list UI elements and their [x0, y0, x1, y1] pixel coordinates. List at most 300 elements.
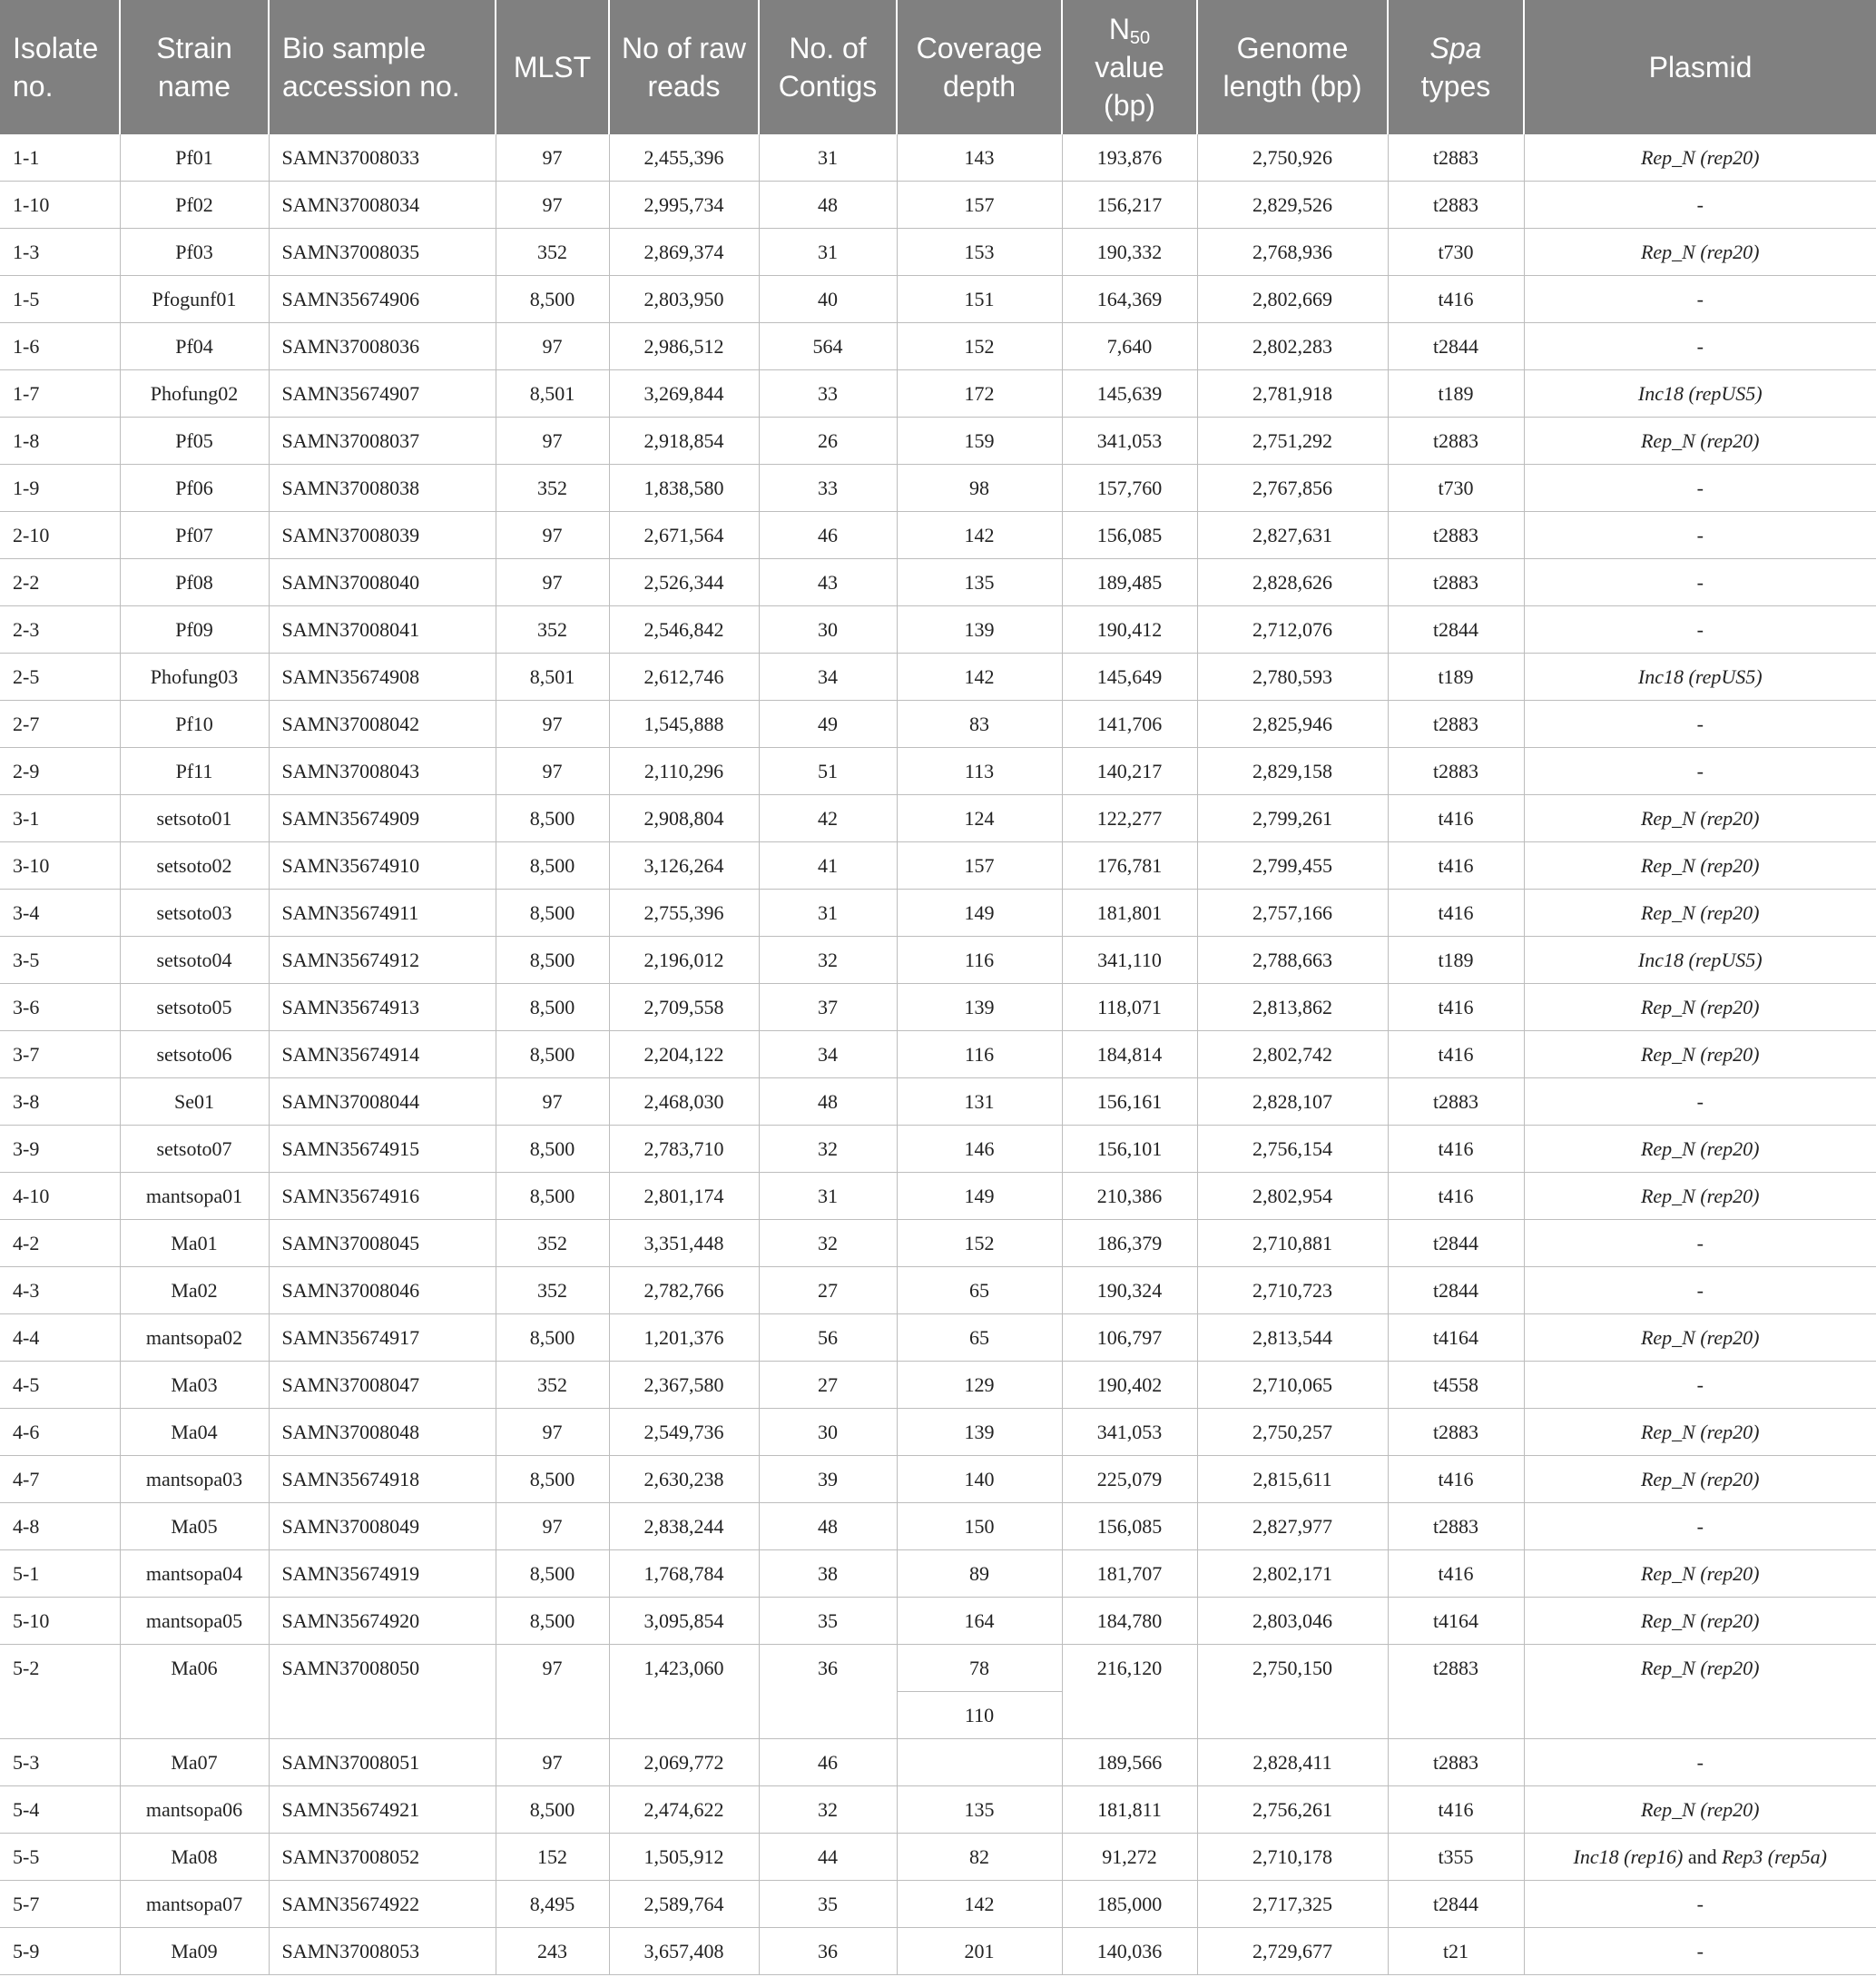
cell-genome: 2,803,046 — [1197, 1598, 1388, 1645]
cell-raw-reads: 1,768,784 — [609, 1550, 759, 1598]
cell-strain: mantsopa03 — [120, 1456, 269, 1503]
cell-plasmid — [1524, 1834, 1876, 1881]
cell-mlst: 8,500 — [496, 1456, 609, 1503]
cell-mlst: 152 — [496, 1834, 609, 1881]
cell-raw-reads: 2,908,804 — [609, 795, 759, 842]
cell-biosample: SAMN35674912 — [269, 937, 496, 984]
header-n50 — [1062, 0, 1197, 134]
cell-strain: Pf10 — [120, 701, 269, 748]
cell-coverage: 98 — [897, 465, 1062, 512]
cell-n50: 164,369 — [1062, 276, 1197, 323]
cell-genome: 2,750,926 — [1197, 134, 1388, 182]
cell-n50: 176,781 — [1062, 842, 1197, 890]
header-plasmid: Plasmid — [1524, 0, 1876, 134]
cell-strain: Ma04 — [120, 1409, 269, 1456]
cell-strain: Pf05 — [120, 418, 269, 465]
cell-biosample: SAMN37008037 — [269, 418, 496, 465]
cell-spa: t2883 — [1388, 748, 1524, 795]
cell-mlst: 8,500 — [496, 1031, 609, 1078]
cell-genome: 2,828,626 — [1197, 559, 1388, 606]
cell-n50: 190,412 — [1062, 606, 1197, 654]
cell-contigs: 34 — [759, 654, 897, 701]
cell-isolate: 4-8 — [0, 1503, 120, 1550]
cell-isolate: 3-10 — [0, 842, 120, 890]
cell-raw-reads: 2,986,512 — [609, 323, 759, 370]
cell-biosample: SAMN35674914 — [269, 1031, 496, 1078]
cell-plasmid: - — [1524, 1739, 1876, 1786]
cell-plasmid: Rep_N (rep20) — [1524, 1786, 1876, 1834]
cell-strain: setsoto07 — [120, 1126, 269, 1173]
cell-plasmid: Rep_N (rep20) — [1524, 890, 1876, 937]
cell-n50: 189,485 — [1062, 559, 1197, 606]
cell-strain: Ma06 — [120, 1645, 269, 1739]
cell-plasmid: - — [1524, 1881, 1876, 1928]
cell-n50: 156,101 — [1062, 1126, 1197, 1173]
cell-coverage: 129 — [897, 1362, 1062, 1409]
cell-n50: 341,053 — [1062, 1409, 1197, 1456]
cell-strain: Pf07 — [120, 512, 269, 559]
cell-raw-reads: 2,709,558 — [609, 984, 759, 1031]
cell-isolate: 5-9 — [0, 1928, 120, 1975]
cell-plasmid: Rep_N (rep20) — [1524, 134, 1876, 182]
cell-n50: 156,085 — [1062, 512, 1197, 559]
cell-isolate: 3-4 — [0, 890, 120, 937]
cell-coverage: 124 — [897, 795, 1062, 842]
cell-raw-reads: 2,474,622 — [609, 1786, 759, 1834]
cell-contigs: 27 — [759, 1362, 897, 1409]
cell-coverage: 149 — [897, 890, 1062, 937]
cell-isolate: 4-7 — [0, 1456, 120, 1503]
table-row — [0, 795, 1876, 842]
cell-plasmid: Rep_N (rep20) — [1524, 984, 1876, 1031]
header-row — [0, 0, 1876, 134]
cell-spa: t189 — [1388, 937, 1524, 984]
cell-plasmid: - — [1524, 182, 1876, 229]
cell-plasmid: Rep_N (rep20) — [1524, 418, 1876, 465]
table-row — [0, 842, 1876, 890]
cell-strain: Pf01 — [120, 134, 269, 182]
cell-biosample: SAMN35674920 — [269, 1598, 496, 1645]
cell-n50: 210,386 — [1062, 1173, 1197, 1220]
cell-contigs: 33 — [759, 370, 897, 418]
cell-spa: t2883 — [1388, 1503, 1524, 1550]
cell-contigs: 32 — [759, 1786, 897, 1834]
table-row — [0, 606, 1876, 654]
cell-coverage: 135 — [897, 559, 1062, 606]
cell-spa: t730 — [1388, 465, 1524, 512]
cell-n50: 185,000 — [1062, 1881, 1197, 1928]
cell-isolate: 3-5 — [0, 937, 120, 984]
cell-raw-reads: 2,367,580 — [609, 1362, 759, 1409]
cell-contigs: 31 — [759, 134, 897, 182]
cell-contigs: 36 — [759, 1928, 897, 1975]
header-raw-reads: No of raw reads — [609, 0, 759, 134]
cell-plasmid: Rep_N (rep20) — [1524, 842, 1876, 890]
cell-coverage: 142 — [897, 1881, 1062, 1928]
cell-genome: 2,729,677 — [1197, 1928, 1388, 1975]
cell-contigs: 40 — [759, 276, 897, 323]
cell-genome: 2,829,526 — [1197, 182, 1388, 229]
cell-strain: mantsopa07 — [120, 1881, 269, 1928]
cell-isolate: 3-1 — [0, 795, 120, 842]
cell-spa: t2883 — [1388, 701, 1524, 748]
cell-strain: Ma02 — [120, 1267, 269, 1314]
header-n50-main: N — [1108, 13, 1130, 45]
cell-spa: t416 — [1388, 795, 1524, 842]
cell-n50: 140,217 — [1062, 748, 1197, 795]
cell-isolate: 5-1 — [0, 1550, 120, 1598]
cell-plasmid: - — [1524, 1220, 1876, 1267]
cell-strain: setsoto04 — [120, 937, 269, 984]
cell-plasmid: Rep_N (rep20) — [1524, 1126, 1876, 1173]
cell-n50: 181,707 — [1062, 1550, 1197, 1598]
cell-genome: 2,813,862 — [1197, 984, 1388, 1031]
cell-n50: 106,797 — [1062, 1314, 1197, 1362]
cell-biosample: SAMN37008036 — [269, 323, 496, 370]
cell-mlst: 352 — [496, 1362, 609, 1409]
cell-isolate: 5-10 — [0, 1598, 120, 1645]
cell-contigs: 38 — [759, 1550, 897, 1598]
cell-biosample: SAMN35674922 — [269, 1881, 496, 1928]
cell-genome: 2,802,954 — [1197, 1173, 1388, 1220]
cell-genome: 2,767,856 — [1197, 465, 1388, 512]
cell-raw-reads: 2,069,772 — [609, 1739, 759, 1786]
cell-plasmid: Rep_N (rep20) — [1524, 795, 1876, 842]
cell-spa: t4164 — [1388, 1598, 1524, 1645]
cell-coverage: 89 — [897, 1550, 1062, 1598]
cell-coverage: 139 — [897, 1409, 1062, 1456]
cell-spa: t730 — [1388, 229, 1524, 276]
cell-raw-reads: 2,783,710 — [609, 1126, 759, 1173]
cell-raw-reads: 2,918,854 — [609, 418, 759, 465]
cell-strain: Pf04 — [120, 323, 269, 370]
cell-strain: Ma03 — [120, 1362, 269, 1409]
cell-genome: 2,825,946 — [1197, 701, 1388, 748]
cell-mlst: 8,500 — [496, 1173, 609, 1220]
cell-n50: 7,640 — [1062, 323, 1197, 370]
cell-plasmid: - — [1524, 1503, 1876, 1550]
cell-mlst: 97 — [496, 1409, 609, 1456]
cell-n50: 156,085 — [1062, 1503, 1197, 1550]
cell-n50: 141,706 — [1062, 701, 1197, 748]
cell-spa: t416 — [1388, 1456, 1524, 1503]
cell-biosample: SAMN35674915 — [269, 1126, 496, 1173]
header-isolate: Isolate no. — [0, 0, 120, 134]
cell-isolate: 2-3 — [0, 606, 120, 654]
cell-contigs: 30 — [759, 606, 897, 654]
cell-coverage — [897, 1739, 1062, 1786]
cell-biosample: SAMN37008039 — [269, 512, 496, 559]
cell-biosample: SAMN35674906 — [269, 276, 496, 323]
cell-raw-reads: 2,526,344 — [609, 559, 759, 606]
header-contigs: No. of Contigs — [759, 0, 897, 134]
cell-isolate: 4-3 — [0, 1267, 120, 1314]
cell-spa: t416 — [1388, 1786, 1524, 1834]
cell-strain: Ma07 — [120, 1739, 269, 1786]
cell-contigs: 564 — [759, 323, 897, 370]
cell-coverage: 151 — [897, 276, 1062, 323]
cell-strain: Ma09 — [120, 1928, 269, 1975]
table-row — [0, 1550, 1876, 1598]
cell-mlst: 352 — [496, 606, 609, 654]
cell-genome: 2,802,669 — [1197, 276, 1388, 323]
cell-biosample: SAMN35674918 — [269, 1456, 496, 1503]
cell-raw-reads: 2,869,374 — [609, 229, 759, 276]
table-row — [0, 370, 1876, 418]
cell-strain: setsoto03 — [120, 890, 269, 937]
cell-coverage: 140 — [897, 1456, 1062, 1503]
cell-spa: t416 — [1388, 1031, 1524, 1078]
cell-mlst: 97 — [496, 1739, 609, 1786]
cell-plasmid: - — [1524, 701, 1876, 748]
cell-raw-reads: 2,630,238 — [609, 1456, 759, 1503]
cell-raw-reads: 3,657,408 — [609, 1928, 759, 1975]
cell-raw-reads: 2,589,764 — [609, 1881, 759, 1928]
cell-mlst: 352 — [496, 1267, 609, 1314]
plasmid-part-a: Inc18 (rep16) — [1573, 1844, 1684, 1868]
cell-raw-reads: 3,269,844 — [609, 370, 759, 418]
cell-biosample: SAMN37008040 — [269, 559, 496, 606]
table-row — [0, 937, 1876, 984]
cell-contigs: 36 — [759, 1645, 897, 1739]
table-row — [0, 229, 1876, 276]
cell-mlst: 97 — [496, 1078, 609, 1126]
cell-mlst: 243 — [496, 1928, 609, 1975]
cell-genome: 2,710,178 — [1197, 1834, 1388, 1881]
cell-strain: mantsopa02 — [120, 1314, 269, 1362]
cell-mlst: 97 — [496, 1503, 609, 1550]
cell-genome: 2,802,171 — [1197, 1550, 1388, 1598]
cell-mlst: 8,495 — [496, 1881, 609, 1928]
cell-biosample: SAMN37008049 — [269, 1503, 496, 1550]
cell-spa: t4164 — [1388, 1314, 1524, 1362]
cell-biosample: SAMN37008033 — [269, 134, 496, 182]
cell-genome: 2,813,544 — [1197, 1314, 1388, 1362]
cell-spa: t2883 — [1388, 134, 1524, 182]
cell-coverage: 135 — [897, 1786, 1062, 1834]
cell-raw-reads: 1,201,376 — [609, 1314, 759, 1362]
cell-genome: 2,768,936 — [1197, 229, 1388, 276]
cell-n50: 186,379 — [1062, 1220, 1197, 1267]
cell-strain: setsoto05 — [120, 984, 269, 1031]
cell-mlst: 8,501 — [496, 654, 609, 701]
cell-n50: 181,811 — [1062, 1786, 1197, 1834]
cell-isolate: 5-3 — [0, 1739, 120, 1786]
cell-strain: Pfogunf01 — [120, 276, 269, 323]
cell-n50: 156,217 — [1062, 182, 1197, 229]
cell-biosample: SAMN37008035 — [269, 229, 496, 276]
cell-contigs: 39 — [759, 1456, 897, 1503]
table-row — [0, 1598, 1876, 1645]
table-row — [0, 134, 1876, 182]
cell-n50: 145,649 — [1062, 654, 1197, 701]
cell-contigs: 33 — [759, 465, 897, 512]
cell-contigs: 43 — [759, 559, 897, 606]
cell-contigs: 31 — [759, 229, 897, 276]
cell-coverage: 157 — [897, 842, 1062, 890]
cell-biosample: SAMN35674917 — [269, 1314, 496, 1362]
cell-biosample: SAMN37008043 — [269, 748, 496, 795]
cell-plasmid: Rep_N (rep20) — [1524, 1031, 1876, 1078]
cell-mlst: 8,500 — [496, 937, 609, 984]
cell-n50: 91,272 — [1062, 1834, 1197, 1881]
cell-plasmid: Rep_N (rep20) — [1524, 1456, 1876, 1503]
cell-coverage: 65 — [897, 1314, 1062, 1362]
cell-spa: t2844 — [1388, 606, 1524, 654]
header-genome-length: Genome length (bp) — [1197, 0, 1388, 134]
cell-genome: 2,815,611 — [1197, 1456, 1388, 1503]
cell-isolate: 5-5 — [0, 1834, 120, 1881]
cell-coverage: 139 — [897, 606, 1062, 654]
cell-genome: 2,780,593 — [1197, 654, 1388, 701]
cell-mlst: 352 — [496, 465, 609, 512]
table-row — [0, 701, 1876, 748]
cell-raw-reads: 2,196,012 — [609, 937, 759, 984]
cell-mlst: 8,500 — [496, 1314, 609, 1362]
cell-mlst: 97 — [496, 418, 609, 465]
cell-strain: Pf03 — [120, 229, 269, 276]
cell-isolate: 2-5 — [0, 654, 120, 701]
cell-genome: 2,710,723 — [1197, 1267, 1388, 1314]
cell-strain: Se01 — [120, 1078, 269, 1126]
cell-raw-reads: 2,803,950 — [609, 276, 759, 323]
cell-raw-reads: 2,838,244 — [609, 1503, 759, 1550]
cell-coverage: 152 — [897, 323, 1062, 370]
cell-genome: 2,827,977 — [1197, 1503, 1388, 1550]
cell-genome: 2,750,150 — [1197, 1645, 1388, 1739]
cell-coverage: 116 — [897, 1031, 1062, 1078]
cell-plasmid: Rep_N (rep20) — [1524, 1598, 1876, 1645]
cell-biosample: SAMN35674913 — [269, 984, 496, 1031]
cell-coverage: 131 — [897, 1078, 1062, 1126]
cell-spa: t21 — [1388, 1928, 1524, 1975]
cell-genome: 2,781,918 — [1197, 370, 1388, 418]
table-row — [0, 1645, 1876, 1692]
cell-raw-reads: 1,838,580 — [609, 465, 759, 512]
cell-mlst: 8,500 — [496, 984, 609, 1031]
cell-spa: t2844 — [1388, 1881, 1524, 1928]
cell-n50: 184,814 — [1062, 1031, 1197, 1078]
cell-isolate: 1-5 — [0, 276, 120, 323]
table-row — [0, 1928, 1876, 1975]
cell-isolate: 2-10 — [0, 512, 120, 559]
cell-contigs: 31 — [759, 890, 897, 937]
cell-coverage: 172 — [897, 370, 1062, 418]
cell-biosample: SAMN35674919 — [269, 1550, 496, 1598]
header-n50-sub: 50 — [1129, 28, 1151, 48]
header-spa-rest: types — [1420, 70, 1491, 103]
cell-isolate: 5-2 — [0, 1645, 120, 1739]
cell-genome: 2,788,663 — [1197, 937, 1388, 984]
cell-coverage: 150 — [897, 1503, 1062, 1550]
cell-isolate: 3-9 — [0, 1126, 120, 1173]
cell-biosample: SAMN37008034 — [269, 182, 496, 229]
cell-isolate: 4-5 — [0, 1362, 120, 1409]
cell-spa: t2844 — [1388, 1220, 1524, 1267]
cell-coverage: 164 — [897, 1598, 1062, 1645]
cell-contigs: 56 — [759, 1314, 897, 1362]
cell-n50: 189,566 — [1062, 1739, 1197, 1786]
cell-contigs: 31 — [759, 1173, 897, 1220]
cell-mlst: 97 — [496, 182, 609, 229]
table-body — [0, 134, 1876, 1975]
cell-isolate: 4-6 — [0, 1409, 120, 1456]
cell-mlst: 352 — [496, 229, 609, 276]
cell-coverage: 139 — [897, 984, 1062, 1031]
cell-genome: 2,757,166 — [1197, 890, 1388, 937]
cell-contigs: 32 — [759, 1126, 897, 1173]
cell-mlst: 97 — [496, 323, 609, 370]
cell-spa: t2883 — [1388, 1739, 1524, 1786]
cell-coverage: 153 — [897, 229, 1062, 276]
cell-spa: t355 — [1388, 1834, 1524, 1881]
cell-strain: setsoto06 — [120, 1031, 269, 1078]
cell-raw-reads: 2,204,122 — [609, 1031, 759, 1078]
cell-n50: 341,053 — [1062, 418, 1197, 465]
cell-n50: 193,876 — [1062, 134, 1197, 182]
table-row — [0, 512, 1876, 559]
cell-biosample: SAMN35674916 — [269, 1173, 496, 1220]
cell-spa: t189 — [1388, 654, 1524, 701]
cell-isolate: 1-6 — [0, 323, 120, 370]
cell-biosample: SAMN35674908 — [269, 654, 496, 701]
cell-n50: 184,780 — [1062, 1598, 1197, 1645]
cell-strain: Ma05 — [120, 1503, 269, 1550]
table-row — [0, 1409, 1876, 1456]
cell-n50: 225,079 — [1062, 1456, 1197, 1503]
cell-strain: Pf02 — [120, 182, 269, 229]
cell-raw-reads: 1,505,912 — [609, 1834, 759, 1881]
table-row — [0, 182, 1876, 229]
cell-genome: 2,828,411 — [1197, 1739, 1388, 1786]
cell-isolate: 4-2 — [0, 1220, 120, 1267]
cell-biosample: SAMN37008051 — [269, 1739, 496, 1786]
cell-coverage: 65 — [897, 1267, 1062, 1314]
cell-genome: 2,717,325 — [1197, 1881, 1388, 1928]
cell-contigs: 46 — [759, 1739, 897, 1786]
table-row — [0, 1314, 1876, 1362]
cell-raw-reads: 1,423,060 — [609, 1645, 759, 1739]
table-row — [0, 1126, 1876, 1173]
cell-n50: 181,801 — [1062, 890, 1197, 937]
cell-genome: 2,756,261 — [1197, 1786, 1388, 1834]
table-row — [0, 1173, 1876, 1220]
cell-plasmid: - — [1524, 1362, 1876, 1409]
cell-strain: Phofung03 — [120, 654, 269, 701]
cell-genome: 2,712,076 — [1197, 606, 1388, 654]
cell-spa: t416 — [1388, 1126, 1524, 1173]
cell-contigs: 32 — [759, 937, 897, 984]
header-spa — [1388, 0, 1524, 134]
cell-coverage: 78 — [897, 1645, 1062, 1692]
cell-spa: t2844 — [1388, 1267, 1524, 1314]
cell-spa: t2883 — [1388, 1409, 1524, 1456]
cell-spa: t2883 — [1388, 418, 1524, 465]
header-strain: Strain name — [120, 0, 269, 134]
cell-raw-reads: 3,095,854 — [609, 1598, 759, 1645]
cell-strain: Pf09 — [120, 606, 269, 654]
cell-strain: Pf06 — [120, 465, 269, 512]
cell-mlst: 8,500 — [496, 890, 609, 937]
cell-coverage: 82 — [897, 1834, 1062, 1881]
table-row — [0, 323, 1876, 370]
cell-coverage: 152 — [897, 1220, 1062, 1267]
cell-spa: t2883 — [1388, 182, 1524, 229]
cell-isolate: 2-2 — [0, 559, 120, 606]
cell-biosample: SAMN37008050 — [269, 1645, 496, 1739]
cell-spa: t416 — [1388, 890, 1524, 937]
cell-spa: t189 — [1388, 370, 1524, 418]
